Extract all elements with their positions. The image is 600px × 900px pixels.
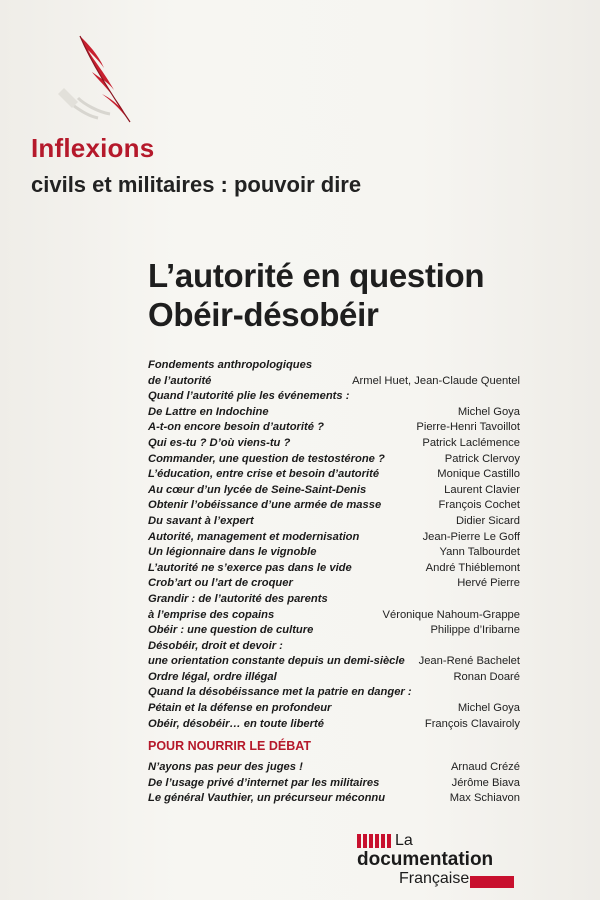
article-title-line: Pétain et la défense en profondeur [148, 702, 332, 715]
article-title-line: Du savant à l’expert [148, 514, 254, 527]
toc-entry [148, 483, 520, 499]
debate-heading: POUR NOURRIR LE DÉBAT [148, 739, 311, 753]
toc-entry [148, 592, 520, 623]
article-title-line: A-t-on encore besoin d’autorité ? [148, 421, 324, 434]
toc-entry [148, 389, 520, 420]
toc-entry [148, 420, 520, 436]
article-title-line: De l’usage privé d’internet par les militaires [148, 776, 380, 789]
article-title [148, 545, 316, 561]
publisher-logo [357, 832, 537, 892]
article-author: Michel Goya [457, 702, 520, 715]
article-title-line: L’éducation, entre crise et besoin d’autorité [148, 468, 380, 481]
article-author: Didier Sicard [455, 514, 520, 527]
article-title [148, 685, 412, 716]
article-title-line: à l’emprise des copains [148, 608, 275, 621]
article-title-line: Au cœur d’un lycée de Seine-Saint-Denis [148, 483, 367, 496]
table-of-contents [148, 358, 520, 732]
article-author: Monique Castillo [437, 468, 520, 481]
article-title-line: Un légionnaire dans le vignoble [148, 546, 317, 559]
toc-entry [148, 776, 520, 792]
article-title [148, 717, 324, 733]
article-title-line: Quand la désobéissance met la patrie en danger : [148, 686, 412, 699]
article-title-line: De Lattre en Indochine [148, 405, 269, 418]
article-author: Patrick Clervoy [444, 452, 520, 465]
toc-entry [148, 717, 520, 733]
toc-entry [148, 760, 520, 776]
article-title [148, 483, 366, 499]
brand-subtitle: civils et militaires : pouvoir dire [31, 172, 362, 197]
article-author: Jean-René Bachelet [418, 655, 520, 668]
article-title-line: Obéir : une question de culture [148, 624, 314, 637]
page-title [148, 256, 484, 334]
article-title-line: L’autorité ne s’exerce pas dans le vide [148, 561, 352, 574]
title-line-2: Obéir-désobéir [148, 296, 379, 333]
article-author: Philippe d’Iribarne [430, 624, 520, 637]
toc-entry [148, 561, 520, 577]
article-title-line: une orientation constante depuis un demi-siècle [148, 655, 405, 668]
article-title [148, 530, 359, 546]
article-author: Max Schiavon [449, 792, 520, 805]
article-title [148, 498, 381, 514]
article-author: François Clavairoly [424, 717, 520, 730]
toc-entry [148, 545, 520, 561]
toc-entry [148, 685, 520, 716]
publisher-line-1: La [395, 832, 413, 849]
toc-entry [148, 358, 520, 389]
toc-entry [148, 436, 520, 452]
article-author: Ronan Doaré [453, 670, 520, 683]
article-title [148, 760, 303, 776]
article-author: Pierre-Henri Tavoillot [416, 421, 520, 434]
article-author: Armel Huet, Jean-Claude Quentel [352, 374, 520, 387]
article-author: Yann Talbourdet [439, 546, 520, 559]
article-title-line: N’ayons pas peur des juges ! [148, 761, 303, 773]
publisher-line-3: Française [399, 870, 470, 887]
article-title-line: Crob’art ou l’art de croquer [148, 577, 293, 590]
article-author: Jean-Pierre Le Goff [422, 530, 520, 543]
article-author: Patrick Laclémence [422, 436, 520, 449]
article-title-line: de l’autorité [148, 374, 212, 387]
toc-entry [148, 576, 520, 592]
toc-entry [148, 467, 520, 483]
article-author: Arnaud Crézé [450, 761, 520, 773]
article-title-line: Ordre légal, ordre illégal [148, 670, 277, 683]
article-title-line: Obéir, désobéir… en toute liberté [148, 717, 324, 730]
article-title-line: Qui es-tu ? D’où viens-tu ? [148, 436, 291, 449]
brand-name: Inflexions [31, 133, 155, 163]
toc-entry [148, 791, 520, 807]
quill-pen-icon [58, 28, 148, 128]
toc-entry [148, 452, 520, 468]
article-title-line: Obtenir l’obéissance d’une armée de masse [148, 499, 382, 512]
publisher-red-bar [470, 876, 514, 888]
publisher-line-2: documentation [357, 849, 494, 870]
article-title-line: Commander, une question de testostérone ? [148, 452, 385, 465]
article-title [148, 592, 328, 623]
article-author: Véronique Nahoum-Grappe [382, 608, 520, 621]
article-title-line: Le général Vauthier, un précurseur méconnu [148, 792, 386, 805]
article-title-line: Autorité, management et modernisation [148, 530, 360, 543]
article-author: Hervé Pierre [457, 577, 520, 590]
article-title [148, 389, 349, 420]
article-author: Jérôme Biava [451, 776, 520, 789]
article-title [148, 623, 313, 639]
article-title [148, 670, 277, 686]
article-title [148, 639, 405, 670]
article-title [148, 576, 293, 592]
toc-entry [148, 498, 520, 514]
article-title-line: Quand l’autorité plie les événements : [148, 390, 350, 403]
toc-entry [148, 514, 520, 530]
article-title [148, 358, 312, 389]
article-title [148, 452, 385, 468]
article-title [148, 514, 254, 530]
article-title-line: Fondements anthropologiques [148, 359, 313, 371]
article-title [148, 467, 379, 483]
toc-entry [148, 530, 520, 546]
article-author: André Thiéblemont [425, 561, 520, 574]
article-title [148, 420, 324, 436]
toc-entry [148, 670, 520, 686]
toc-entry [148, 639, 520, 670]
article-title [148, 436, 290, 452]
article-author: François Cochet [438, 499, 520, 512]
article-title [148, 561, 352, 577]
toc-entry [148, 623, 520, 639]
debate-list [148, 760, 520, 807]
article-author: Michel Goya [457, 405, 520, 418]
article-title-line: Grandir : de l’autorité des parents [148, 592, 328, 605]
article-title-line: Désobéir, droit et devoir : [148, 639, 283, 652]
article-title [148, 791, 385, 807]
title-line-1: L’autorité en question [148, 257, 485, 294]
publisher-bars-icon [357, 834, 391, 848]
article-author: Laurent Clavier [444, 483, 520, 496]
article-title [148, 776, 379, 792]
